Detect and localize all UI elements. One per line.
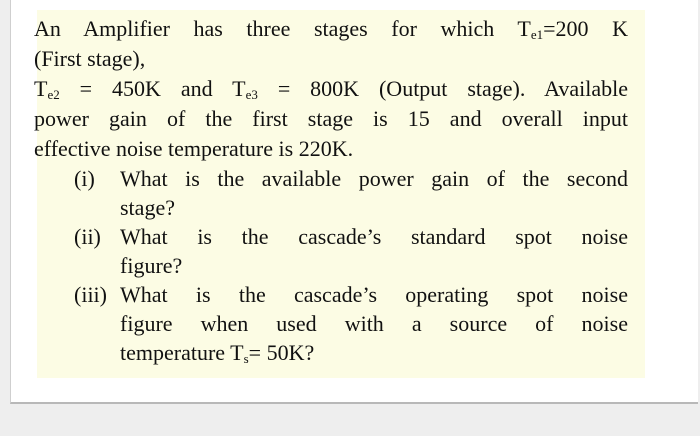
question-1 [34, 164, 628, 222]
question-line: temperature $T_s= 50K$? [120, 340, 315, 366]
problem-text [34, 14, 628, 367]
question-line: figure? [120, 253, 183, 278]
problem-line-4: power gain of the first stage is 15 and overall input [34, 106, 628, 131]
question-number: (ii) [74, 224, 101, 249]
question-line: stage? [120, 195, 175, 220]
question-line: What is the cascade’s operating spot noise [120, 282, 628, 307]
question-2 [34, 222, 628, 280]
problem-line-1: An Amplifier has three stages for which $T_{e1}=200$ K [34, 16, 628, 42]
question-number: (i) [74, 166, 95, 191]
question-line: What is the cascade’s standard spot noise [120, 224, 628, 249]
question-3 [34, 280, 628, 367]
problem-line-3: $T_{e2} = 450K$ and $T_{e3} = 800K$ (Output stage). Available [34, 76, 628, 102]
question-line: What is the available power gain of the second [120, 166, 628, 191]
problem-line-5: effective noise temperature is 220K. [34, 136, 354, 161]
question-line: figure when used with a source of noise [120, 311, 628, 336]
question-number: (iii) [74, 282, 107, 307]
problem-line-2: (First stage), [34, 46, 146, 71]
